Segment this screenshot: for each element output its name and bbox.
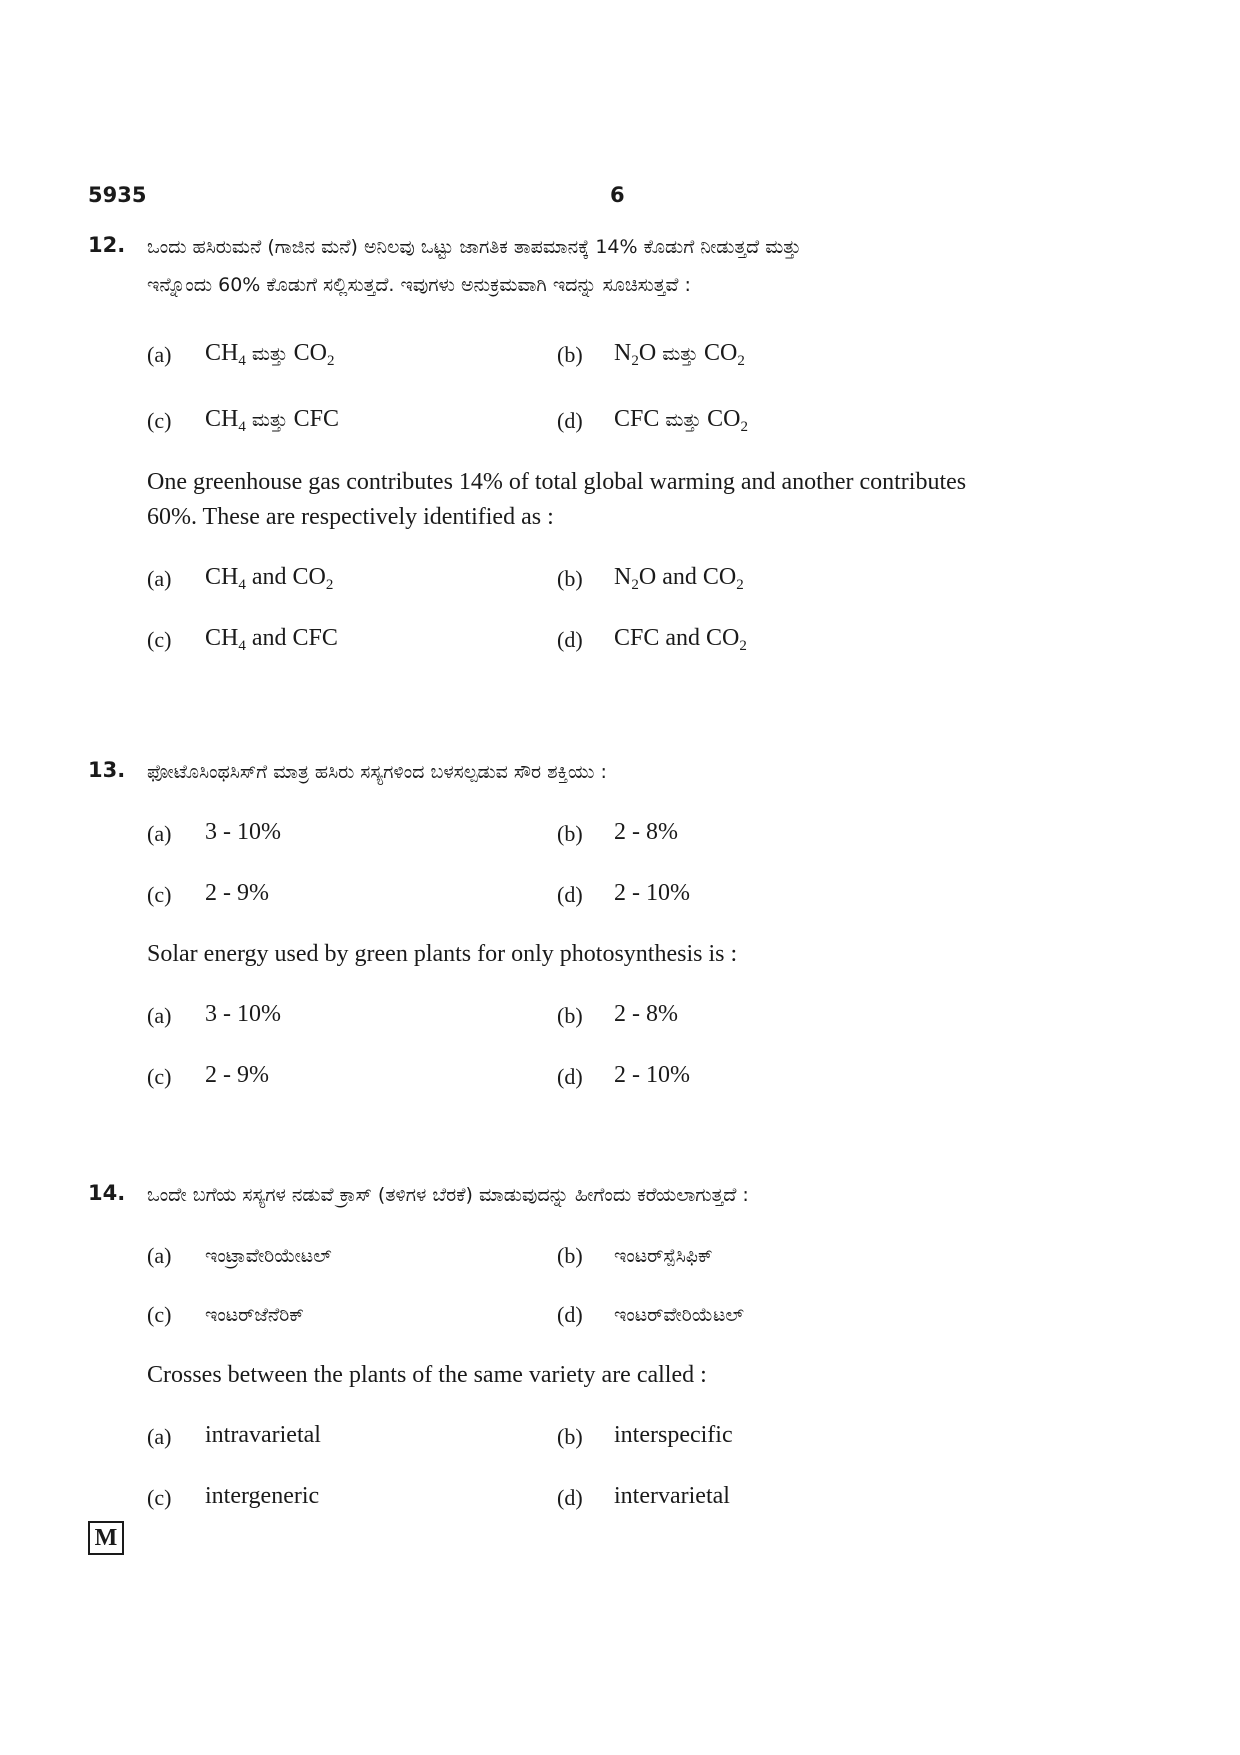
question-number: 14. bbox=[88, 1181, 126, 1205]
option-label-c: (c) bbox=[147, 882, 172, 907]
option-label-c: (c) bbox=[147, 627, 172, 652]
option-c-kannada[interactable]: ಇಂಟರ್‌ಜೆನೆರಿಕ್ bbox=[205, 1304, 304, 1326]
option-d-english[interactable]: CFC and $CO_2$ bbox=[614, 625, 747, 654]
option-d-english[interactable]: 2 - 10% bbox=[614, 1062, 690, 1088]
question-stem-english-line2: 60%. These are respectively identified as : bbox=[147, 504, 554, 530]
option-d-english[interactable]: intervarietal bbox=[614, 1483, 730, 1509]
option-label-d: (d) bbox=[557, 1302, 583, 1327]
question-stem-kannada-line1: ಒಂದು ಹಸಿರುಮನೆ (ಗಾಜಿನ ಮನೆ) ಅನಿಲವು ಒಟ್ಟು ಜಾಗತಿಕ ತಾಪಮಾನಕ್ಕೆ 14% ಕೊಡುಗೆ ನೀಡುತ್ತದೆ ಮತ್ತು bbox=[147, 236, 802, 258]
option-b-kannada[interactable]: 2 - 8% bbox=[614, 819, 678, 845]
option-label-c: (c) bbox=[147, 1485, 172, 1510]
option-d-kannada[interactable]: ಇಂಟರ್‌ವೇರಿಯೆಟಲ್ bbox=[614, 1304, 744, 1326]
option-label-d: (d) bbox=[557, 408, 583, 433]
option-label-a: (a) bbox=[147, 1243, 172, 1268]
option-label-c: (c) bbox=[147, 1064, 172, 1089]
paper-code: 5935 bbox=[88, 183, 147, 207]
question-number: 12. bbox=[88, 233, 126, 257]
option-label-d: (d) bbox=[557, 882, 583, 907]
option-a-kannada[interactable]: 3 - 10% bbox=[205, 819, 281, 845]
option-label-b: (b) bbox=[557, 342, 583, 367]
question-stem-english-line1: One greenhouse gas contributes 14% of total global warming and another contributes bbox=[147, 469, 967, 495]
option-c-kannada[interactable]: 2 - 9% bbox=[205, 880, 269, 906]
option-a-kannada[interactable]: $CH_4$ ಮತ್ತು $CO_2$ bbox=[205, 340, 335, 369]
question-stem-english: Solar energy used by green plants for only photosynthesis is : bbox=[147, 941, 738, 967]
option-label-d: (d) bbox=[557, 1485, 583, 1510]
option-c-english[interactable]: 2 - 9% bbox=[205, 1062, 269, 1088]
question-stem-kannada: ಫೋಟೊಸಿಂಥಸಿಸ್‌ಗೆ ಮಾತ್ರ ಹಸಿರು ಸಸ್ಯಗಳಿಂದ ಬಳಸಲ್ಪಡುವ ಸೌರ ಶಕ್ತಿಯು : bbox=[147, 761, 607, 783]
option-a-english[interactable]: $CH_4$ and $CO_2$ bbox=[205, 564, 334, 593]
option-label-a: (a) bbox=[147, 1003, 172, 1028]
option-c-english[interactable]: intergeneric bbox=[205, 1483, 320, 1509]
option-a-kannada[interactable]: ಇಂಟ್ರಾವೇರಿಯೇಟಲ್ bbox=[205, 1245, 332, 1267]
option-label-b: (b) bbox=[557, 821, 583, 846]
option-label-b: (b) bbox=[557, 1243, 583, 1268]
option-c-english[interactable]: $CH_4$ and CFC bbox=[205, 625, 338, 654]
page-number: 6 bbox=[610, 183, 625, 207]
option-label-c: (c) bbox=[147, 408, 172, 433]
option-label-a: (a) bbox=[147, 566, 172, 591]
question-stem-kannada: ಒಂದೇ ಬಗೆಯ ಸಸ್ಯಗಳ ನಡುವೆ ಕ್ರಾಸ್ (ತಳಿಗಳ ಬೆರಕೆ) ಮಾಡುವುದನ್ನು ಹೀಗೆಂದು ಕರೆಯಲಾಗುತ್ತದೆ : bbox=[147, 1184, 749, 1206]
option-label-b: (b) bbox=[557, 1424, 583, 1449]
option-b-kannada[interactable]: ಇಂಟರ್‌ಸ್ಪೆಸಿಫಿಕ್ bbox=[614, 1245, 713, 1267]
option-b-english[interactable]: 2 - 8% bbox=[614, 1001, 678, 1027]
option-b-english[interactable]: interspecific bbox=[614, 1422, 733, 1448]
question-stem-english: Crosses between the plants of the same variety are called : bbox=[147, 1362, 707, 1388]
option-label-c: (c) bbox=[147, 1302, 172, 1327]
question-number: 13. bbox=[88, 758, 126, 782]
option-a-english[interactable]: intravarietal bbox=[205, 1422, 321, 1448]
option-label-a: (a) bbox=[147, 1424, 172, 1449]
option-d-kannada[interactable]: 2 - 10% bbox=[614, 880, 690, 906]
medium-mark-box: M bbox=[88, 1521, 124, 1555]
option-label-a: (a) bbox=[147, 342, 172, 367]
option-c-kannada[interactable]: $CH_4$ ಮತ್ತು CFC bbox=[205, 406, 340, 435]
option-label-d: (d) bbox=[557, 627, 583, 652]
option-b-kannada[interactable]: $N_2O$ ಮತ್ತು $CO_2$ bbox=[614, 340, 745, 369]
option-b-english[interactable]: $N_2O$ and $CO_2$ bbox=[614, 564, 744, 593]
option-a-english[interactable]: 3 - 10% bbox=[205, 1001, 281, 1027]
option-label-b: (b) bbox=[557, 1003, 583, 1028]
option-d-kannada[interactable]: CFC ಮತ್ತು $CO_2$ bbox=[614, 406, 749, 435]
option-label-b: (b) bbox=[557, 566, 583, 591]
option-label-d: (d) bbox=[557, 1064, 583, 1089]
option-label-a: (a) bbox=[147, 821, 172, 846]
question-stem-kannada-line2: ಇನ್ನೊಂದು 60% ಕೊಡುಗೆ ಸಲ್ಲಿಸುತ್ತದೆ. ಇವುಗಳು ಅನುಕ್ರಮವಾಗಿ ಇದನ್ನು ಸೂಚಿಸುತ್ತವೆ : bbox=[147, 274, 691, 296]
